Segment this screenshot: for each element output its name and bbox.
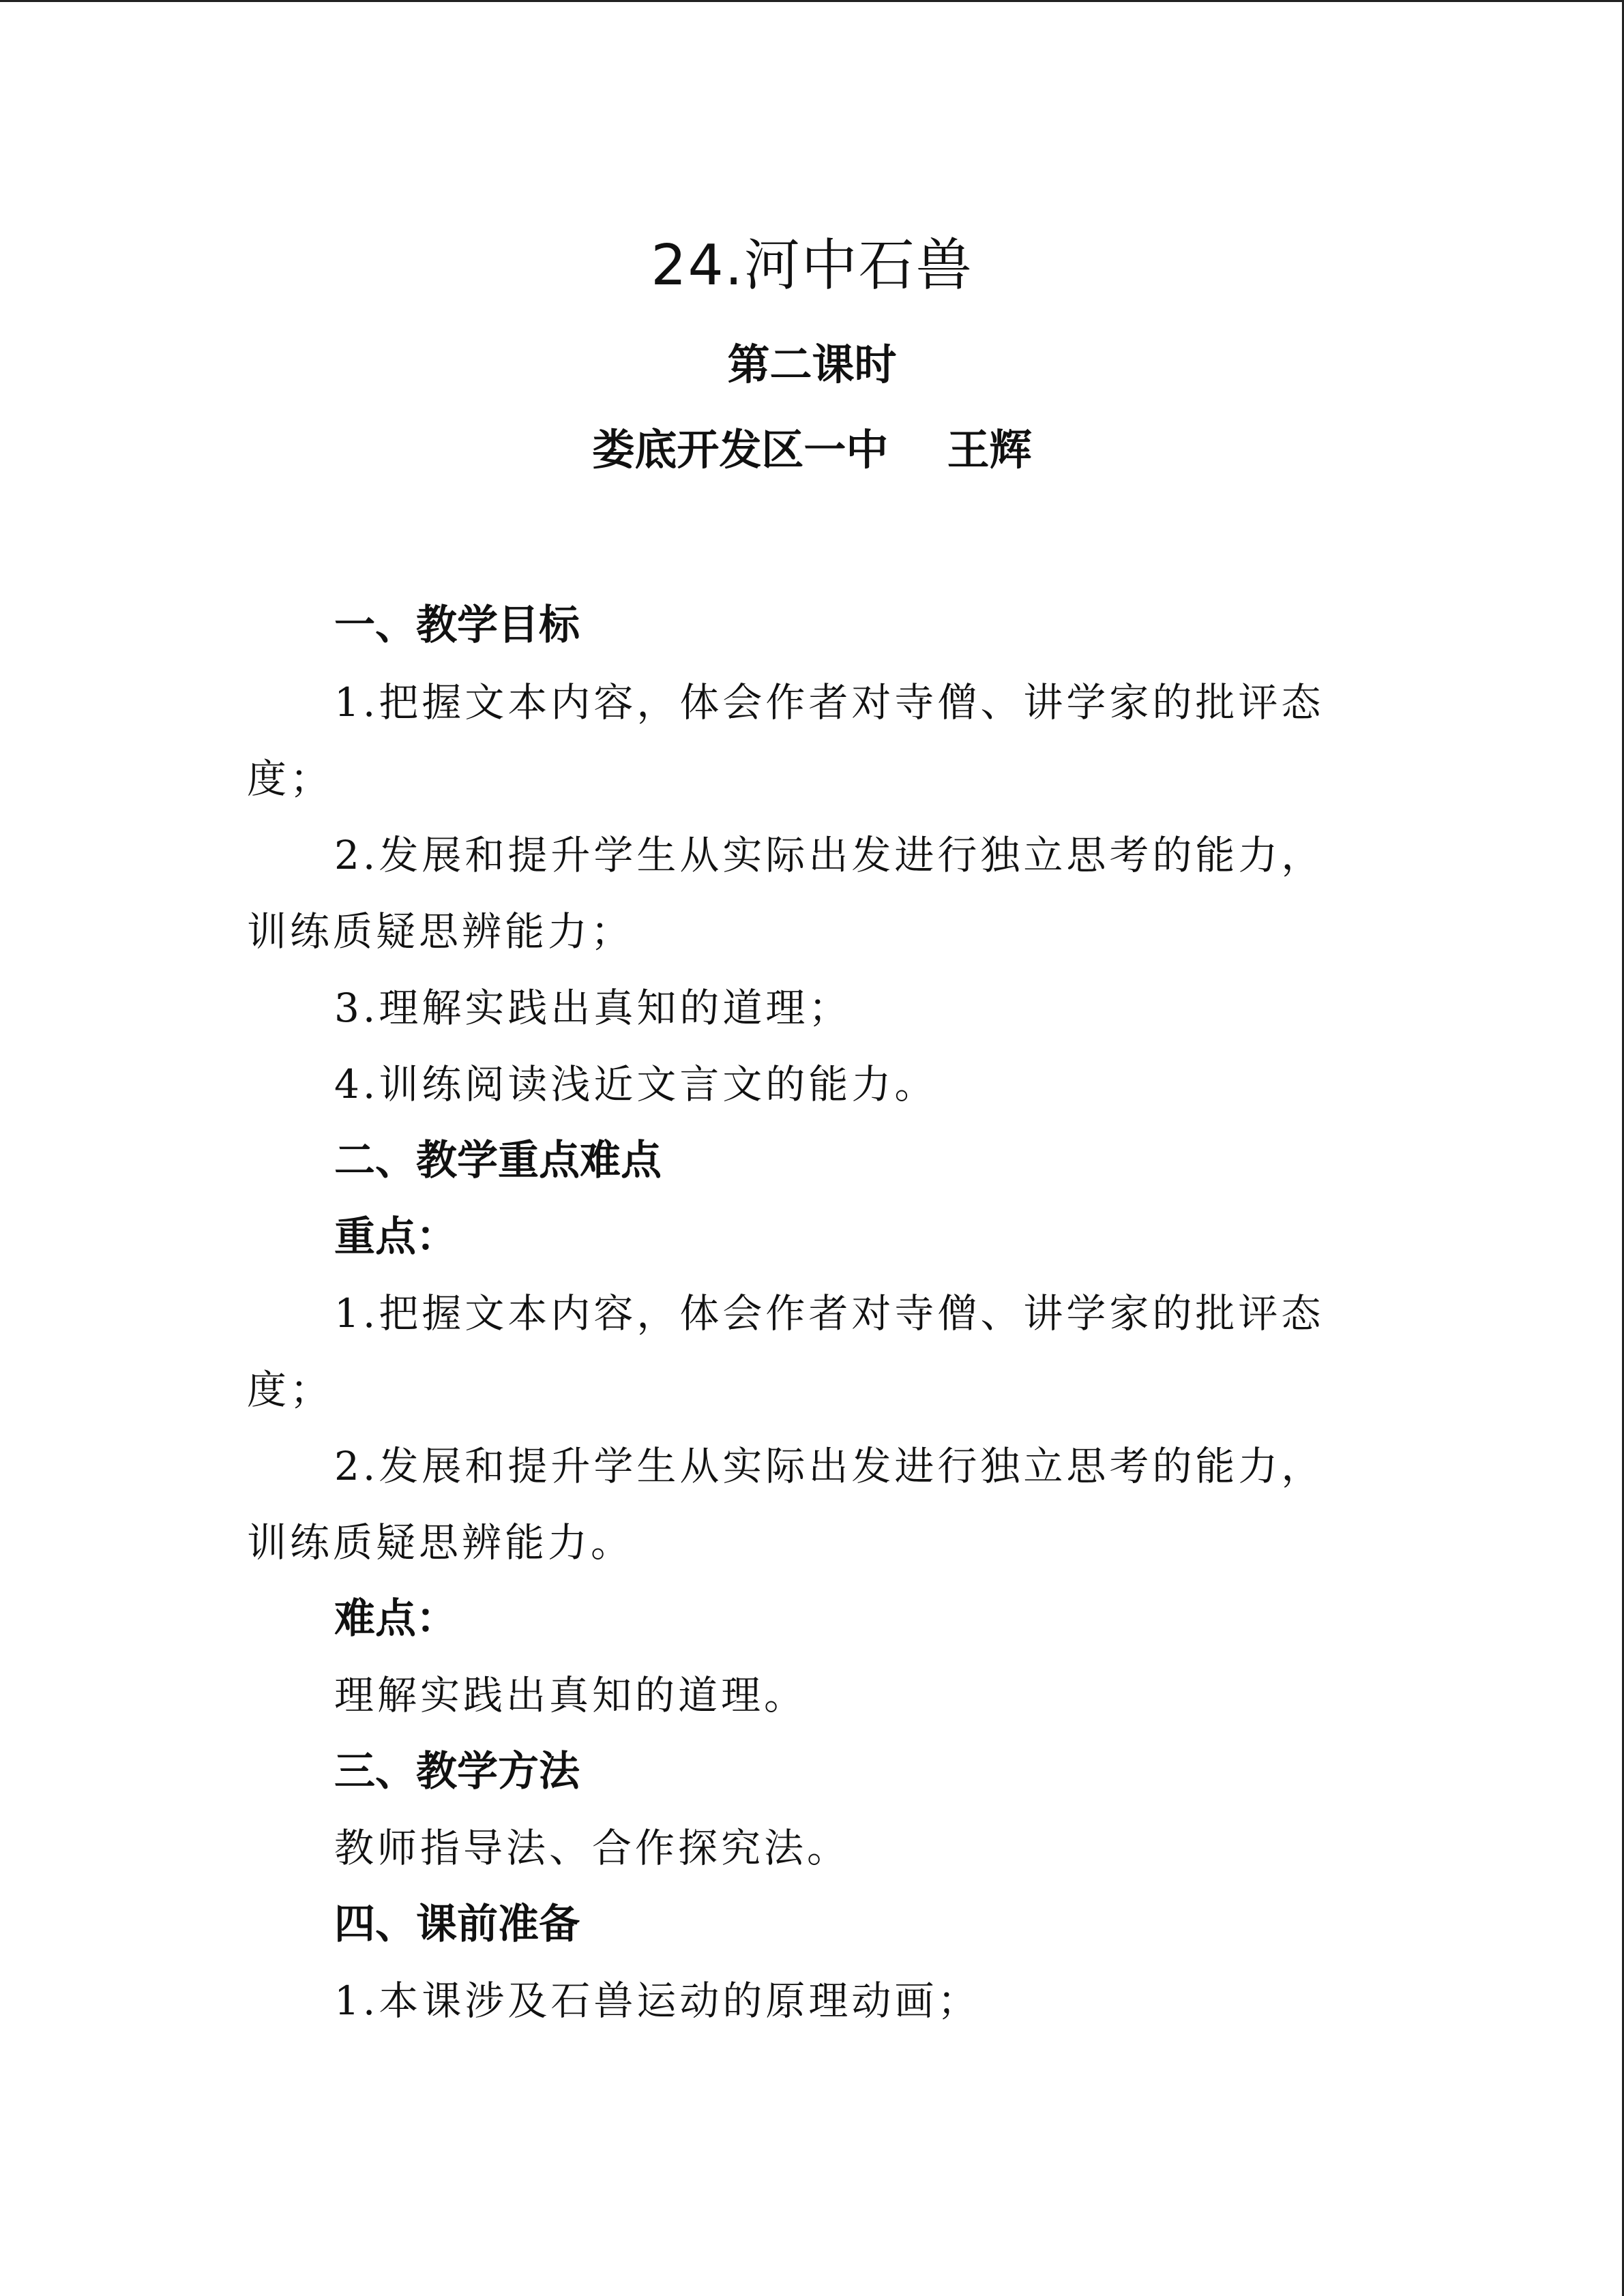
- key-point-line: 训练质疑思辨能力。: [247, 1519, 634, 1566]
- section-heading-key-difficult: 二、教学重点难点: [334, 1137, 662, 1184]
- key-point-line: 2.发展和提升学生从实际出发进行独立思考的能力，: [334, 1443, 1325, 1489]
- objective-line: 度；: [247, 756, 334, 802]
- key-points-label: 重点：: [334, 1213, 457, 1261]
- lesson-period: 第二课时: [727, 340, 897, 389]
- methods-text: 教师指导法、合作探究法。: [334, 1825, 851, 1871]
- author-line: 娄底开发区一中 王辉: [592, 425, 1032, 475]
- document-title: 24.河中石兽: [651, 233, 973, 298]
- section-heading-preparation: 四、课前准备: [334, 1900, 580, 1948]
- objective-line: 4.训练阅读浅近文言文的能力。: [334, 1061, 938, 1107]
- page-top-border: [0, 0, 1624, 2]
- key-point-line: 1.把握文本内容，体会作者对寺僧、讲学家的批评态: [334, 1290, 1325, 1337]
- objective-line: 2.发展和提升学生从实际出发进行独立思考的能力，: [334, 832, 1325, 878]
- difficult-points-label: 难点：: [334, 1595, 457, 1643]
- objective-line: 1.把握文本内容，体会作者对寺僧、讲学家的批评态: [334, 679, 1325, 726]
- objective-line: 训练质疑思辨能力；: [247, 908, 634, 955]
- difficult-point-text: 理解实践出真知的道理。: [334, 1672, 808, 1718]
- section-heading-methods: 三、教学方法: [334, 1748, 580, 1795]
- objective-line: 3.理解实践出真知的道理；: [334, 985, 852, 1031]
- preparation-line: 1.本课涉及石兽运动的原理动画；: [334, 1978, 981, 2024]
- section-heading-objectives: 一、教学目标: [334, 601, 580, 649]
- key-point-line: 度；: [247, 1367, 334, 1413]
